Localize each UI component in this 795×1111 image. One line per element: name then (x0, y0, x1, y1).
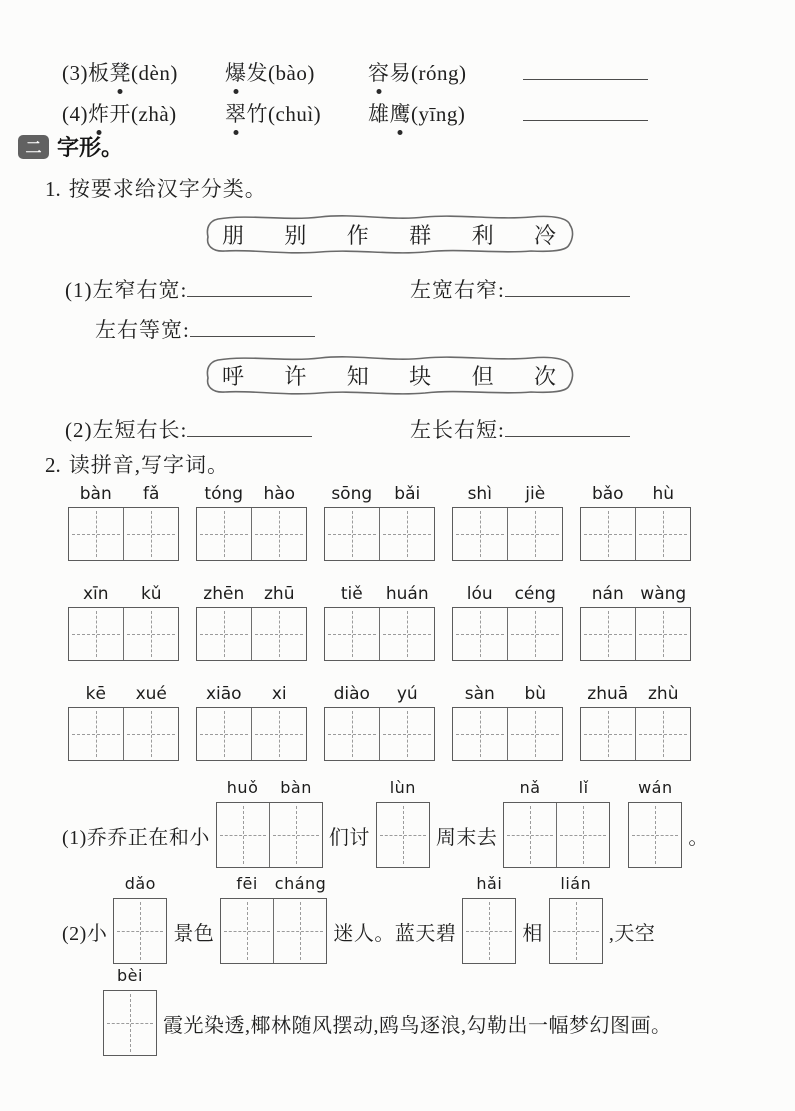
pinyin-syllable: xīn (82, 584, 109, 604)
answer-blank[interactable] (523, 60, 648, 80)
writing-cell[interactable] (379, 708, 434, 760)
answer-blank[interactable] (523, 101, 648, 121)
writing-cell[interactable] (69, 708, 123, 760)
character-bubble-1 (200, 211, 578, 257)
writing-cell[interactable] (635, 508, 690, 560)
writing-cell[interactable] (507, 508, 562, 560)
writing-cell[interactable] (269, 803, 322, 867)
pinyin-syllable: diào (333, 684, 370, 704)
pinyin-word-group (580, 584, 691, 661)
pinyin-word-group (220, 874, 327, 964)
pinyin-syllable: sōng (331, 484, 373, 504)
writing-cell[interactable] (221, 899, 273, 963)
writing-cell[interactable] (273, 899, 326, 963)
pinyin-word-group (196, 484, 307, 561)
pinyin-writing-row-1 (68, 484, 691, 561)
classify-label: 左宽右窄: (410, 274, 630, 304)
pinyin-syllable: dǎo (124, 874, 156, 893)
pinyin-word-group (580, 484, 691, 561)
question-number: 2. (45, 453, 61, 477)
pinyin-word-group (324, 584, 435, 661)
pinyin-syllable: shì (467, 484, 492, 504)
sentence-text: (2)小 (62, 922, 108, 945)
bubble-char: 块 (409, 363, 432, 389)
bubble-outline (200, 211, 578, 257)
sentence-text: 迷人。蓝天碧 (333, 922, 457, 945)
classify-label: (2)左短右长: (65, 414, 312, 444)
section-title: 字形。 (57, 135, 124, 160)
pinyin-word-group (376, 778, 430, 868)
pinyin-word-group (68, 584, 179, 661)
classify-label: 左长右短: (410, 414, 630, 444)
pinyin-syllable: bǎi (394, 484, 421, 504)
writing-cell[interactable] (104, 991, 156, 1055)
word-item: 容易(róng) (368, 57, 523, 87)
sentence-fill-2 (62, 874, 656, 964)
pinyin-syllable: céng (514, 584, 556, 604)
pinyin-syllable: bǎo (591, 484, 624, 504)
pinyin-writing-row-2 (68, 584, 691, 661)
pinyin-word-group (628, 778, 682, 868)
pinyin-syllable: sàn (464, 684, 495, 704)
pinyin-word-group (216, 778, 323, 868)
answer-blank[interactable] (505, 277, 630, 297)
pinyin-syllable: zhēn (203, 584, 245, 604)
item-number: (4) (62, 102, 88, 126)
pinyin-syllable: bèi (117, 966, 143, 985)
writing-cell[interactable] (123, 608, 178, 660)
sentence-text: 。 (688, 826, 709, 849)
writing-cell[interactable] (453, 508, 507, 560)
pinyin-syllable: kǔ (140, 584, 162, 604)
question-number: 1. (45, 177, 61, 201)
emphasized-char: 凳 (110, 57, 132, 87)
pronunciation-row-3 (62, 57, 648, 87)
pinyin-word-group (324, 684, 435, 761)
pinyin-word-group (503, 778, 610, 868)
pinyin-syllable: hǎi (476, 874, 503, 893)
bubble-char: 次 (533, 363, 556, 389)
pinyin-syllable: hào (263, 484, 296, 504)
pinyin-syllable: kē (85, 684, 106, 704)
pinyin-syllable: wán (638, 778, 673, 797)
pinyin-syllable: lóu (466, 584, 493, 604)
pinyin-syllable: bàn (280, 778, 312, 797)
writing-cell[interactable] (123, 708, 178, 760)
pinyin-syllable: fēi (236, 874, 258, 893)
writing-cell[interactable] (69, 508, 123, 560)
writing-cell[interactable] (504, 803, 556, 867)
sentence-text: 相 (522, 922, 543, 945)
emphasized-char: 鹰 (390, 98, 412, 128)
writing-cell[interactable] (629, 803, 681, 867)
writing-cell[interactable] (581, 508, 635, 560)
pinyin-syllable: lùn (389, 778, 416, 797)
pinyin-word-group (113, 874, 167, 964)
classify-label: 左右等宽: (95, 314, 315, 344)
pinyin-syllable: hù (652, 484, 675, 504)
pinyin-syllable: xiāo (205, 684, 242, 704)
writing-cell[interactable] (114, 899, 166, 963)
pinyin-word-group (196, 584, 307, 661)
word-item: (4)炸开(zhà) (62, 98, 225, 128)
word-item: (3)板凳(dèn) (62, 57, 225, 87)
writing-cell[interactable] (581, 608, 635, 660)
sentence-text: (1)乔乔正在和小 (62, 826, 210, 849)
writing-cell[interactable] (251, 608, 306, 660)
pinyin-syllable: bù (524, 684, 547, 704)
pinyin-word-group (452, 584, 563, 661)
word-item: 爆发(bào) (225, 57, 368, 87)
writing-cell[interactable] (69, 608, 123, 660)
pinyin-syllable: fǎ (143, 484, 160, 504)
classify-line-3 (0, 414, 795, 446)
section-number-badge: 二 (18, 135, 49, 159)
writing-cell[interactable] (556, 803, 609, 867)
answer-blank[interactable] (505, 417, 630, 437)
writing-cell[interactable] (251, 708, 306, 760)
question-2-heading (45, 449, 229, 479)
emphasized-char: 容 (368, 57, 390, 87)
pinyin-syllable: nán (591, 584, 624, 604)
writing-cell[interactable] (217, 803, 269, 867)
sentence-fill-1 (62, 778, 709, 868)
writing-cell[interactable] (550, 899, 602, 963)
bubble-char: 知 (346, 363, 369, 389)
sentence-text: 们讨 (328, 826, 370, 849)
pinyin-syllable: tiě (340, 584, 363, 604)
sentence-text: 霞光染透,椰林随风摆动,鸥鸟逐浪,勾勒出一幅梦幻图画。 (163, 1014, 672, 1037)
pinyin-syllable: xué (135, 684, 167, 704)
sentence-text: 周末去 (435, 826, 498, 849)
bubble-char: 利 (471, 222, 494, 248)
character-bubble-2 (200, 352, 578, 398)
item-number: (3) (62, 61, 88, 85)
emphasized-char: 炸 (88, 98, 110, 128)
writing-cell[interactable] (463, 899, 515, 963)
pinyin-syllable: tóng (204, 484, 244, 504)
bubble-char: 朋 (222, 222, 245, 248)
pinyin-syllable: yú (396, 684, 418, 704)
pinyin-syllable: zhuā (587, 684, 629, 704)
pinyin-word-group (549, 874, 603, 964)
pinyin-syllable: jiè (525, 484, 546, 504)
pinyin-word-group (452, 484, 563, 561)
pinyin-word-group (580, 684, 691, 761)
answer-blank[interactable] (190, 317, 315, 337)
writing-cell[interactable] (581, 708, 635, 760)
pinyin-word-group (196, 684, 307, 761)
bubble-char: 作 (346, 222, 369, 248)
writing-cell[interactable] (197, 508, 251, 560)
writing-cell[interactable] (507, 708, 562, 760)
pinyin-word-group (68, 684, 179, 761)
sentence-text: 景色 (173, 922, 215, 945)
question-1-heading (45, 173, 267, 203)
writing-cell[interactable] (507, 608, 562, 660)
question-title: 读拼音,写字词。 (68, 453, 229, 477)
bubble-char: 群 (409, 222, 432, 248)
emphasized-char: 翠 (225, 98, 247, 128)
answer-blank[interactable] (187, 417, 312, 437)
pinyin-writing-row-3 (68, 684, 691, 761)
writing-cell[interactable] (453, 708, 507, 760)
pinyin-syllable: zhū (264, 584, 295, 604)
pinyin-syllable: wàng (640, 584, 687, 604)
bubble-char: 别 (284, 222, 307, 248)
pronunciation-row-4 (62, 98, 648, 128)
bubble-outline (200, 352, 578, 398)
bubble-char: 许 (284, 363, 307, 389)
pinyin-syllable: huán (385, 584, 429, 604)
pinyin-syllable: lǐ (578, 778, 589, 797)
writing-cell[interactable] (123, 508, 178, 560)
answer-blank[interactable] (187, 277, 312, 297)
classify-line-1 (0, 274, 795, 306)
classify-line-2 (0, 314, 795, 346)
bubble-char: 但 (471, 363, 494, 389)
writing-cell[interactable] (251, 508, 306, 560)
pinyin-syllable: huǒ (226, 778, 259, 797)
bubble-char: 冷 (533, 222, 556, 248)
sentence-fill-3 (103, 966, 672, 1056)
writing-cell[interactable] (377, 803, 429, 867)
writing-cell[interactable] (325, 508, 379, 560)
pinyin-syllable: zhù (648, 684, 679, 704)
writing-cell[interactable] (635, 708, 690, 760)
writing-cell[interactable] (197, 708, 251, 760)
sentence-text: ,天空 (608, 922, 656, 945)
writing-cell[interactable] (453, 608, 507, 660)
emphasized-char: 爆 (225, 57, 247, 87)
writing-cell[interactable] (325, 708, 379, 760)
pinyin-syllable: bàn (79, 484, 112, 504)
word-item: 雄鹰(yīng) (368, 98, 523, 128)
pinyin-syllable: lián (560, 874, 592, 893)
pinyin-word-group (452, 684, 563, 761)
pinyin-word-group (103, 966, 157, 1056)
writing-cell[interactable] (379, 608, 434, 660)
classify-label: (1)左窄右宽: (65, 274, 312, 304)
section-header (18, 131, 123, 162)
pinyin-word-group (324, 484, 435, 561)
writing-cell[interactable] (379, 508, 434, 560)
pinyin-word-group (68, 484, 179, 561)
pinyin-syllable: cháng (274, 874, 327, 893)
writing-cell[interactable] (635, 608, 690, 660)
writing-cell[interactable] (325, 608, 379, 660)
pinyin-word-group (462, 874, 516, 964)
word-item: 翠竹(chuì) (225, 98, 368, 128)
question-title: 按要求给汉字分类。 (68, 177, 267, 201)
pinyin-syllable: nǎ (519, 778, 541, 797)
bubble-char: 呼 (222, 363, 245, 389)
pinyin-syllable: xi (271, 684, 287, 704)
writing-cell[interactable] (197, 608, 251, 660)
